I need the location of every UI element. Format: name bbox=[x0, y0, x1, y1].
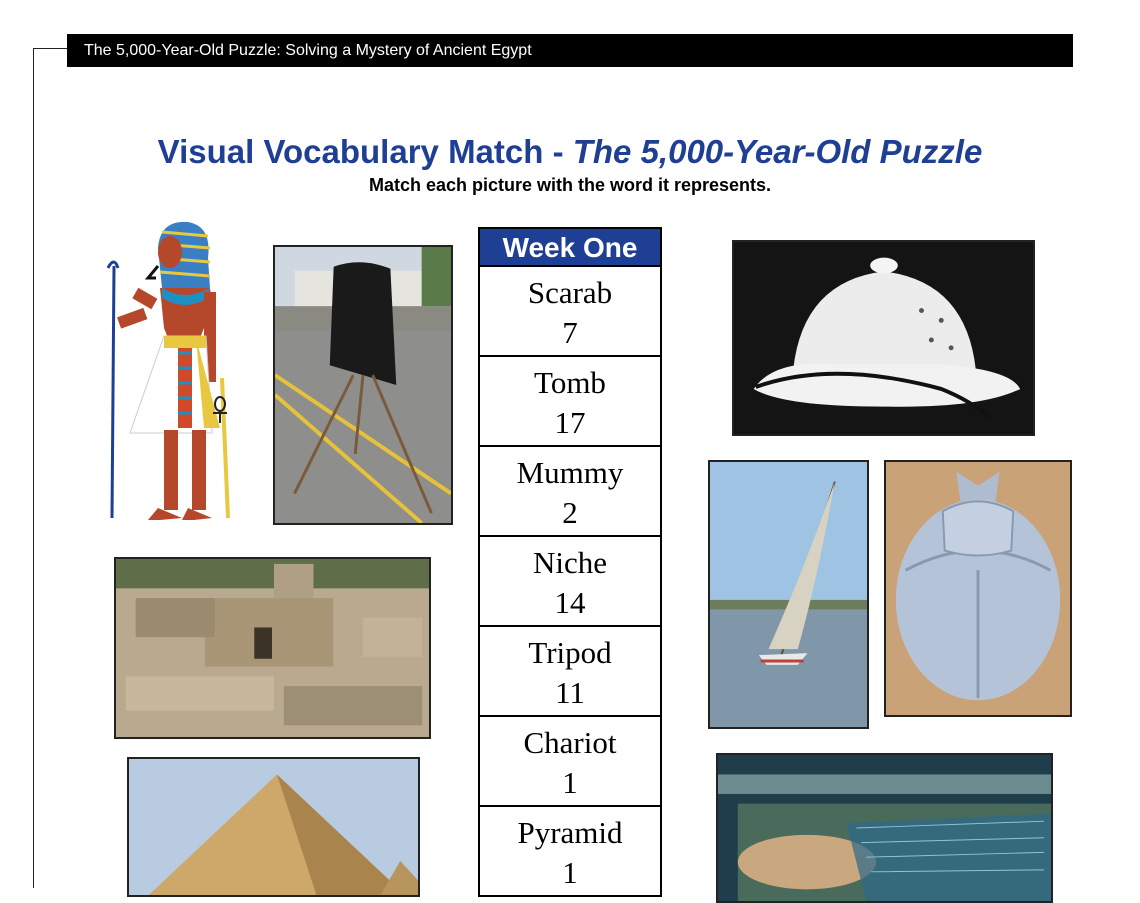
frame-line-top bbox=[33, 48, 69, 49]
vocabulary-word: Niche bbox=[532, 545, 608, 580]
vocabulary-number: 7 bbox=[562, 315, 578, 350]
vocabulary-cell bbox=[478, 717, 662, 807]
mummy-niche-photo bbox=[716, 753, 1053, 903]
vocabulary-word: Mummy bbox=[516, 455, 624, 490]
tripod-photo bbox=[273, 245, 453, 525]
vocabulary-word: Tripod bbox=[528, 635, 612, 670]
vocabulary-number: 1 bbox=[562, 765, 578, 800]
tomb-ruins-photo bbox=[114, 557, 431, 739]
vocabulary-cell bbox=[478, 447, 662, 537]
vocabulary-heading: Week One bbox=[478, 227, 662, 267]
vocabulary-cell bbox=[478, 627, 662, 717]
vocabulary-number: 14 bbox=[554, 585, 586, 620]
vocabulary-table bbox=[478, 227, 662, 897]
vocabulary-word: Tomb bbox=[534, 365, 606, 400]
vocabulary-number: 17 bbox=[554, 405, 586, 440]
pith-helmet-photo bbox=[732, 240, 1035, 436]
vocabulary-word: Pyramid bbox=[517, 815, 623, 850]
vocabulary-cell bbox=[478, 537, 662, 627]
vocabulary-cell bbox=[478, 357, 662, 447]
sailboat-photo bbox=[708, 460, 869, 729]
header-bar bbox=[67, 34, 1073, 67]
vocabulary-cell bbox=[478, 267, 662, 357]
page-subtitle: Match each picture with the word it represents. bbox=[368, 175, 772, 195]
scarab-photo bbox=[884, 460, 1072, 717]
title-italic: The 5,000-Year-Old Puzzle bbox=[572, 133, 983, 170]
vocabulary-number: 1 bbox=[562, 855, 578, 890]
pharaoh-illustration bbox=[100, 218, 240, 523]
vocabulary-number: 11 bbox=[555, 675, 585, 710]
frame-line-left bbox=[33, 48, 34, 888]
vocabulary-word: Chariot bbox=[523, 725, 617, 760]
vocabulary-number: 2 bbox=[562, 495, 578, 530]
vocabulary-cell bbox=[478, 807, 662, 897]
vocabulary-word: Scarab bbox=[527, 275, 613, 310]
title-main: Visual Vocabulary Match - bbox=[157, 133, 573, 170]
pyramid-photo bbox=[127, 757, 420, 897]
page-title bbox=[0, 133, 1140, 171]
header-title: The 5,000-Year-Old Puzzle: Solving a Mystery of Ancient Egypt bbox=[84, 42, 532, 59]
